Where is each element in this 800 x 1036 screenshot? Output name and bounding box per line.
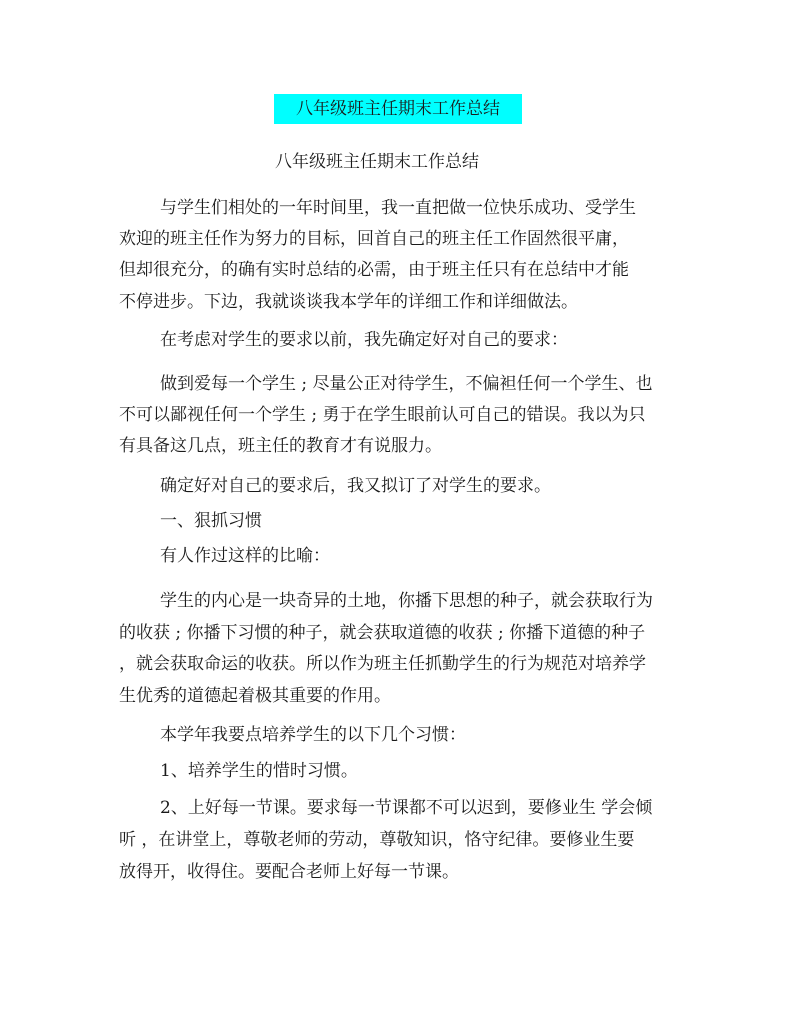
paragraph-line: 与学生们相处的一年时间里，我一直把做一位快乐成功、受学生	[160, 198, 636, 218]
paragraph-line: 但却很充分，的确有实时总结的必需，由于班主任只有在总结中才能	[119, 260, 629, 280]
paragraph-line: 不停进步。下边，我就谈谈我本学年的详细工作和详细做法。	[119, 292, 578, 312]
paragraph-line: 在考虑对学生的要求以前，我先确定好对自己的要求：	[160, 330, 568, 350]
paragraph-line: 放得开，收得住。要配合老师上好每一节课。	[119, 862, 459, 882]
paragraph-line: 听 ，在讲堂上，尊敬老师的劳动，尊敬知识，恪守纪律。要修业生要	[119, 830, 635, 850]
paragraph-line: 有人作过这样的比喻：	[160, 546, 330, 566]
list-item: 1、培养学生的惜时习惯。	[160, 761, 358, 781]
document-subtitle: 八年级班主任期末工作总结	[275, 152, 479, 172]
paragraph-line: 有具备这几点，班主任的教育才有说服力。	[119, 436, 442, 456]
section-heading: 一、狠抓习惯	[160, 511, 262, 531]
paragraph-line: 学生的内心是一块奇异的土地，你播下思想的种子，就会获取行为	[160, 591, 653, 611]
header-title: 八年级班主任期末工作总结	[274, 94, 522, 124]
paragraph-line: 欢迎的班主任作为努力的目标，回首自己的班主任工作固然很平庸，	[119, 229, 629, 249]
paragraph-line: 做到爱每一个学生 ; 尽量公正对待学生，不偏袒任何一个学生、也	[160, 374, 653, 394]
list-item: 2、上好每一节课。要求每一节课都不可以迟到，要修业生 学会倾	[160, 798, 653, 818]
paragraph-line: ，就会获取命运的收获。所以作为班主任抓勤学生的行为规范对培养学	[119, 654, 646, 674]
paragraph-line: 的收获 ; 你播下习惯的种子，就会获取道德的收获 ; 你播下道德的种子	[119, 623, 646, 643]
paragraph-line: 生优秀的道德起着极其重要的作用。	[119, 686, 391, 706]
paragraph-line: 本学年我要点培养学生的以下几个习惯：	[160, 725, 466, 745]
paragraph-line: 确定好对自己的要求后，我又拟订了对学生的要求。	[160, 476, 551, 496]
paragraph-line: 不可以鄙视任何一个学生 ; 勇于在学生眼前认可自己的错误。我以为只	[119, 405, 646, 425]
